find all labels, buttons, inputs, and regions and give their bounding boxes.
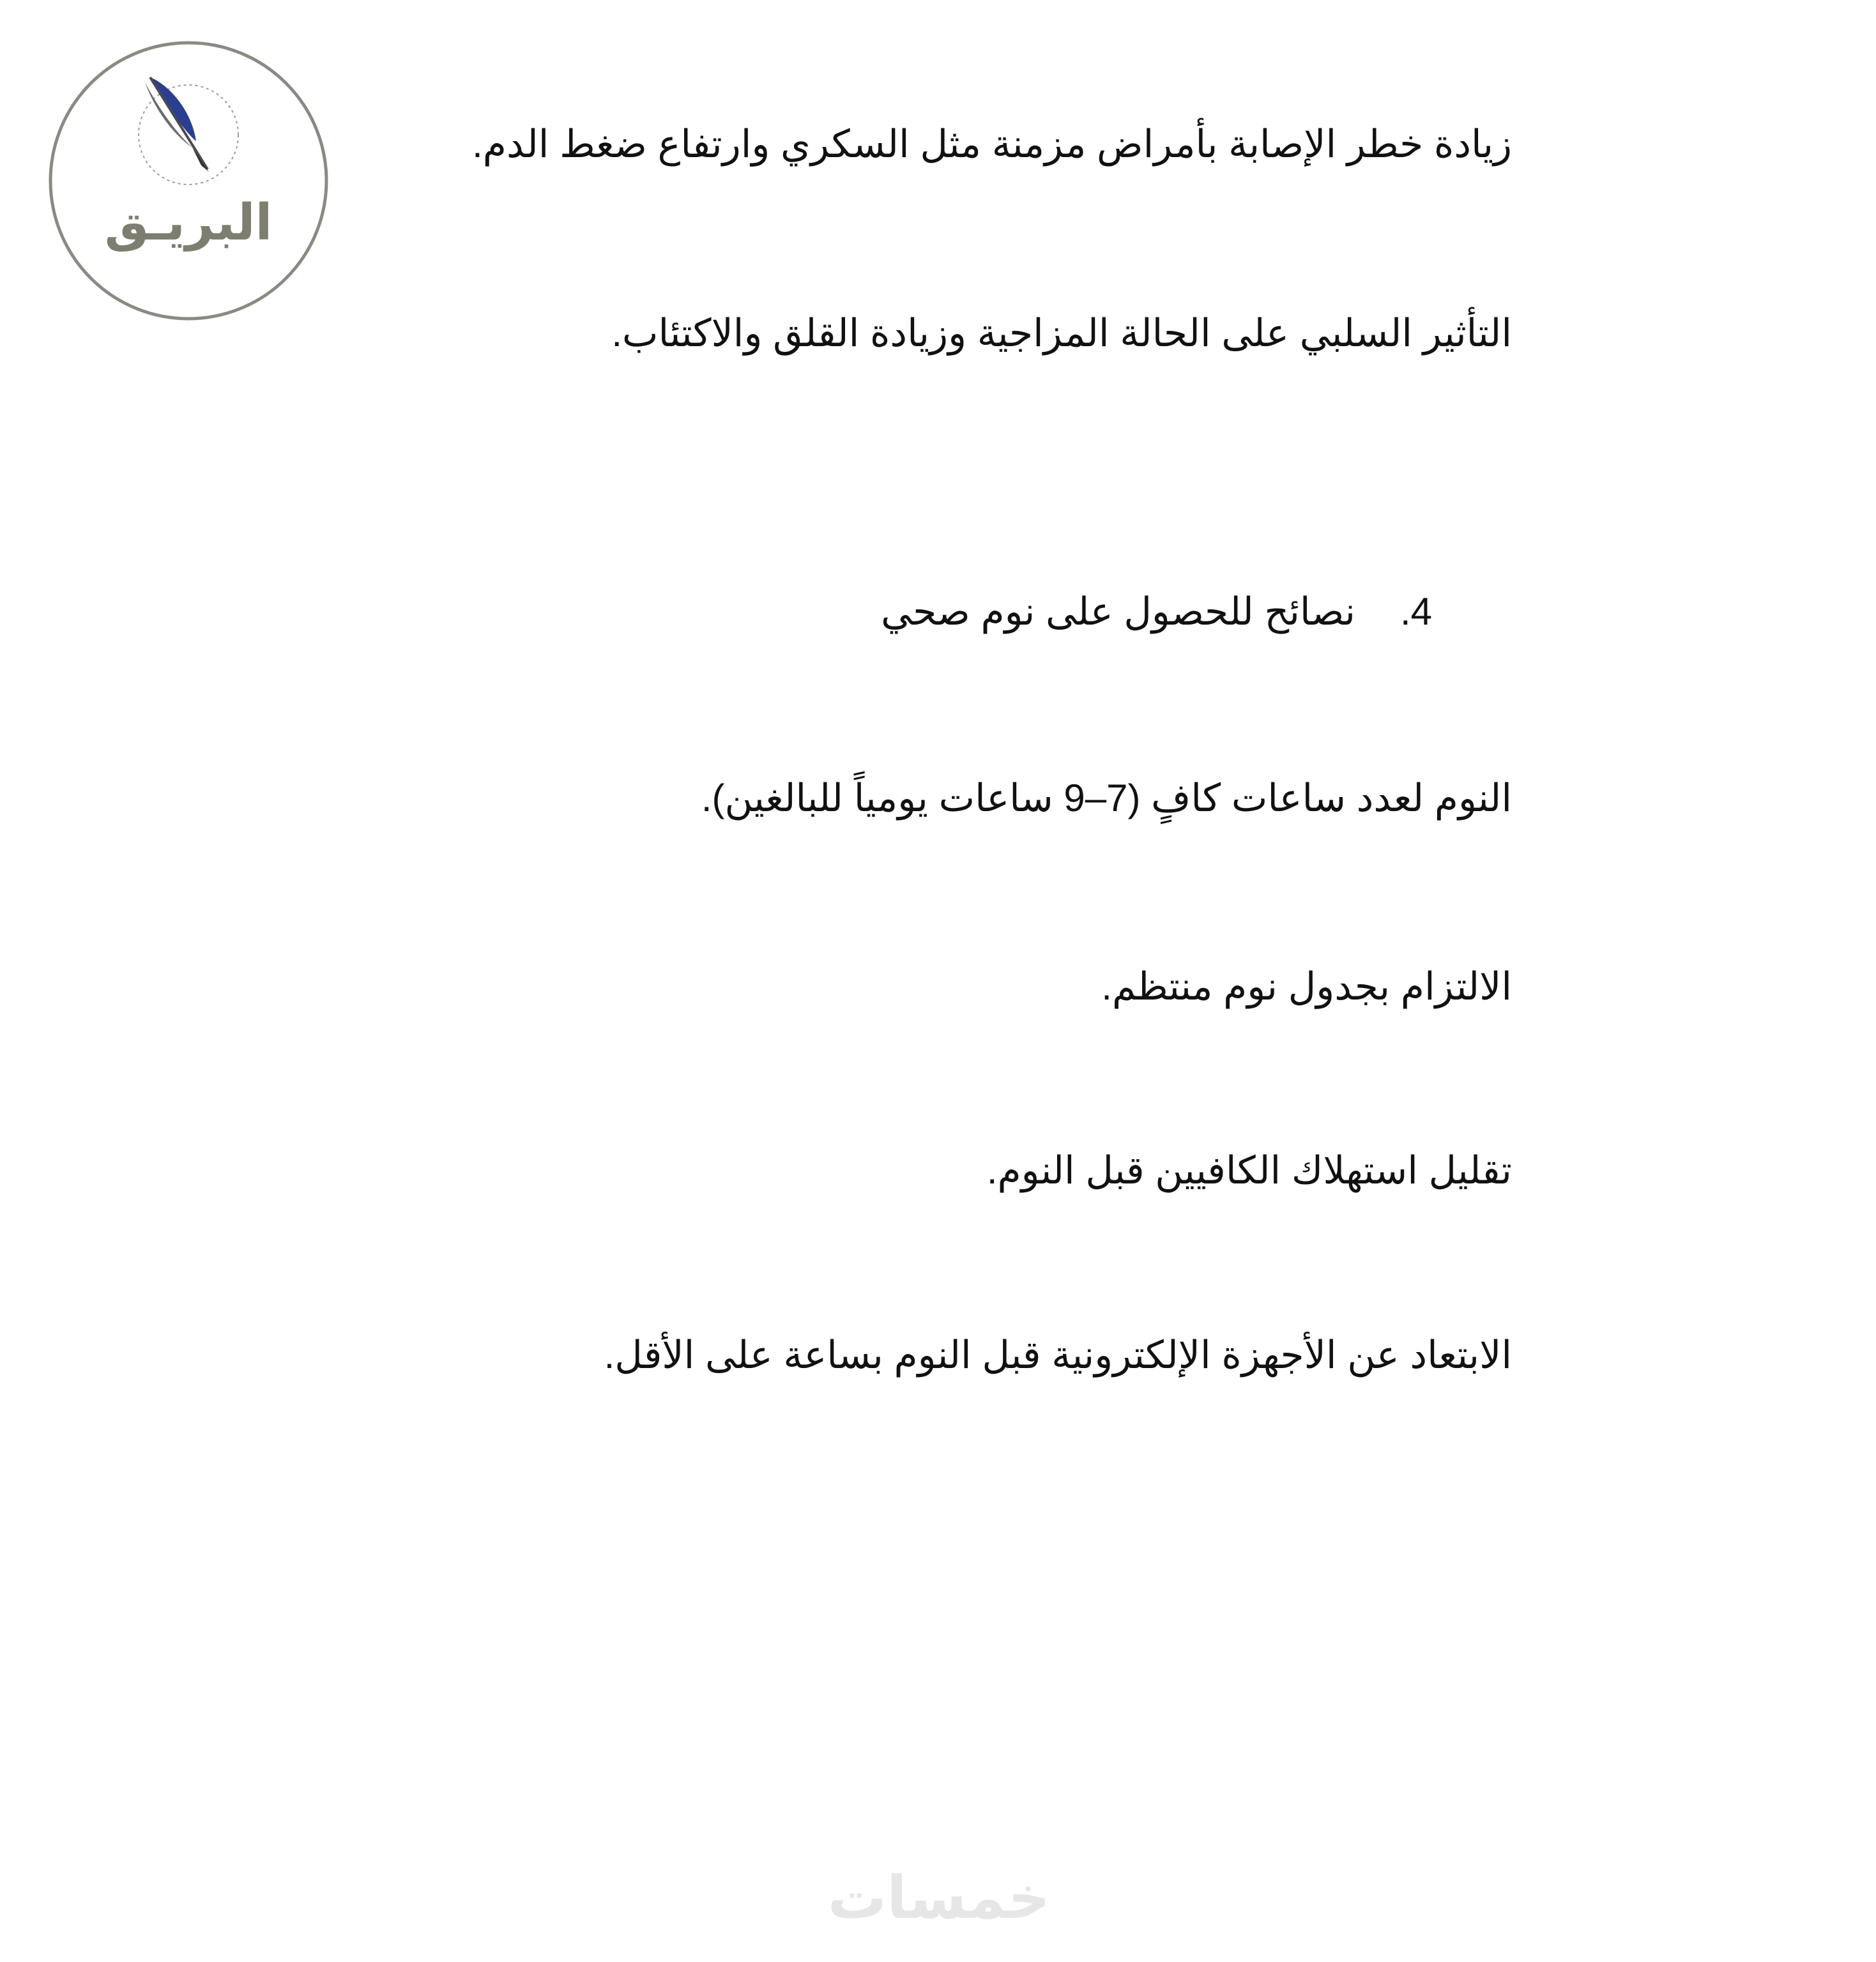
text-line-risk: زيادة خطر الإصابة بأمراض مزمنة مثل السكري وارتفاع ضغط الدم. — [472, 123, 1512, 165]
text-line-caffeine: تقليل استهلاك الكافيين قبل النوم. — [986, 1149, 1512, 1192]
text-line-mood: التأثير السلبي على الحالة المزاجية وزيادة القلق والاكتئاب. — [611, 312, 1512, 354]
text-line-sleep-hours: النوم لعدد ساعات كافٍ (7–9 ساعات يومياً للبالغين). — [701, 777, 1512, 819]
heading-text: نصائح للحصول على نوم صحي — [881, 590, 1355, 633]
brand-logo — [48, 40, 329, 321]
watermark-text: خمسات — [827, 1864, 1051, 1932]
text-line-schedule: الالتزام بجدول نوم منتظم. — [1101, 965, 1512, 1008]
logo-graphic — [48, 40, 329, 321]
section-heading — [881, 586, 1432, 637]
watermark-graphic — [824, 1862, 1054, 1932]
heading-number: 4. — [1399, 590, 1432, 633]
logo-text: البريـق — [104, 194, 273, 252]
text-line-devices: الابتعاد عن الأجهزة الإلكترونية قبل النوم بساعة على الأقل. — [604, 1334, 1512, 1376]
watermark — [824, 1862, 1054, 1932]
